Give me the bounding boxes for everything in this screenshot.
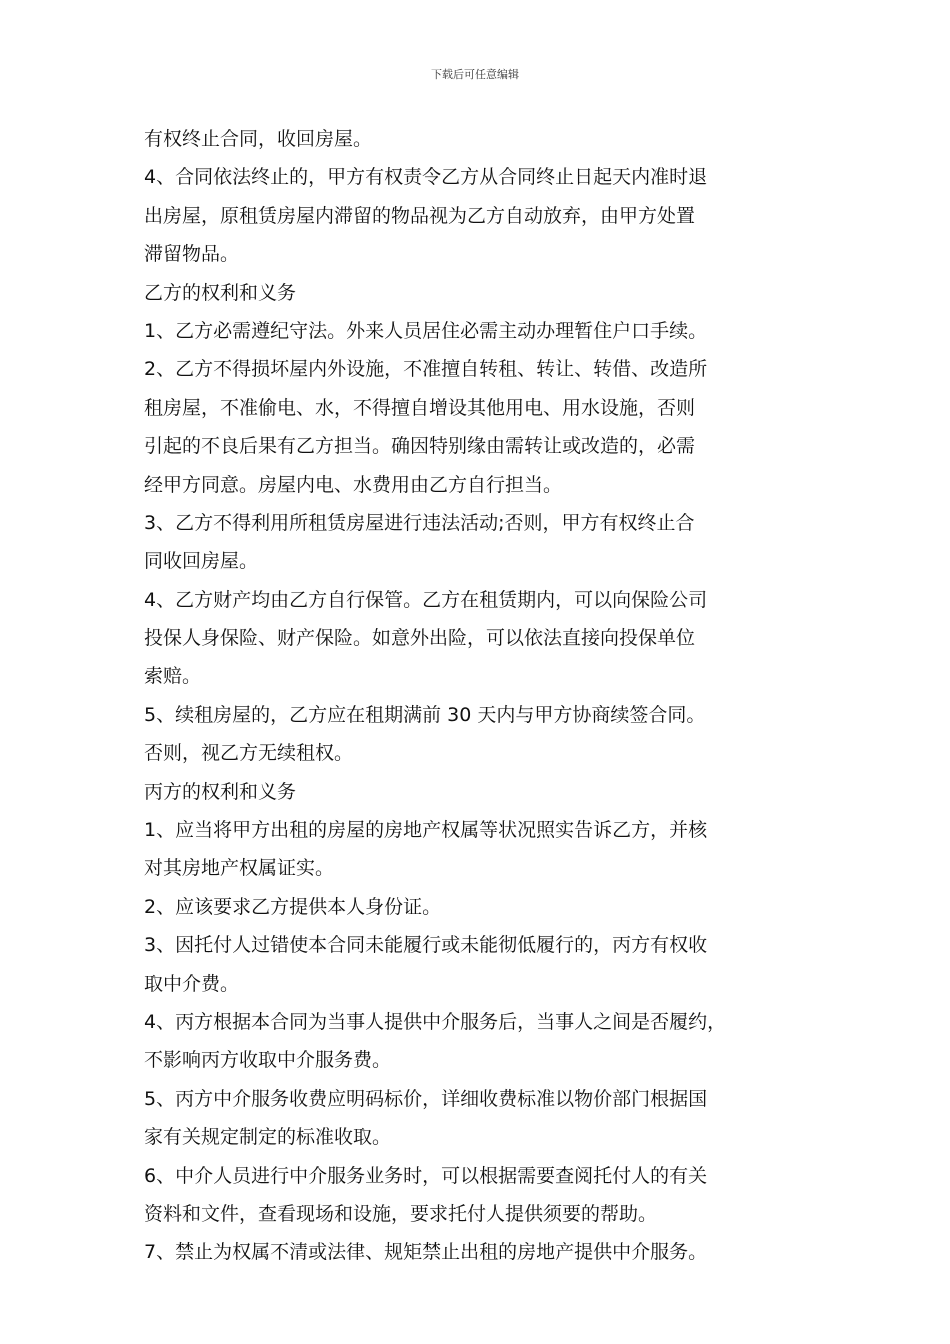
text-line: 2、应该要求乙方提供本人身份证。 [144, 895, 442, 918]
section-heading: 乙方的权利和义务 [144, 281, 297, 304]
text-line: 有权终止合同，收回房屋。 [144, 128, 373, 150]
text-line: 5、续租房屋的，乙方应在租期满前 30 天内与甲方协商续签合同。 [144, 703, 706, 726]
text-line: 4、合同依法终止的，甲方有权责令乙方从合同终止日起天内准时退 [144, 166, 708, 189]
text-line: 7、禁止为权属不清或法律、规矩禁止出租的房地产提供中介服务。 [144, 1241, 708, 1264]
text-line: 经甲方同意。房屋内电、水费用由乙方自行担当。 [144, 473, 563, 496]
text-line: 投保人身保险、财产保险。如意外出险，可以依法直接向投保单位 [144, 627, 696, 650]
text-line: 租房屋，不准偷电、水，不得擅自增设其他用电、用水设施，否则 [144, 396, 696, 419]
section-heading: 丙方的权利和义务 [144, 780, 297, 803]
text-line: 4、丙方根据本合同为当事人提供中介服务后，当事人之间是否履约， [144, 1010, 727, 1033]
text-line: 4、乙方财产均由乙方自行保管。乙方在租赁期内，可以向保险公司 [144, 588, 708, 611]
text-line: 出房屋，原租赁房屋内滞留的物品视为乙方自动放弃，由甲方处置 [144, 204, 696, 227]
text-line: 滞留物品。 [144, 243, 240, 266]
text-line: 资料和文件，查看现场和设施，要求托付人提供须要的帮助。 [144, 1202, 658, 1225]
text-line: 3、乙方不得利用所租赁房屋进行违法活动;否则，甲方有权终止合 [144, 511, 695, 534]
page-header: 下载后可任意编辑 [431, 68, 519, 81]
text-line: 1、乙方必需遵纪守法。外来人员居住必需主动办理暂住户口手续。 [144, 319, 708, 342]
text-line: 2、乙方不得损坏屋内外设施，不准擅自转租、转让、转借、改造所 [144, 358, 708, 381]
text-line: 否则，视乙方无续租权。 [144, 742, 354, 765]
text-line: 5、丙方中介服务收费应明码标价，详细收费标准以物价部门根据国 [144, 1087, 708, 1110]
text-line: 3、因托付人过错使本合同未能履行或未能彻低履行的，丙方有权收 [144, 934, 708, 957]
text-line: 同收回房屋。 [144, 550, 259, 573]
text-line: 不影响丙方收取中介服务费。 [144, 1049, 392, 1072]
document-body [144, 120, 824, 1272]
text-line: 对其房地产权属证实。 [144, 857, 335, 880]
text-line: 家有关规定制定的标准收取。 [144, 1126, 392, 1149]
text-line: 1、应当将甲方出租的房屋的房地产权属等状况照实告诉乙方，并核 [144, 819, 708, 842]
text-line: 索赔。 [144, 665, 202, 688]
text-line: 取中介费。 [144, 972, 240, 995]
text-line: 引起的不良后果有乙方担当。确因特别缘由需转让或改造的，必需 [144, 435, 696, 458]
text-line: 6、中介人员进行中介服务业务时，可以根据需要查阅托付人的有关 [144, 1164, 708, 1187]
